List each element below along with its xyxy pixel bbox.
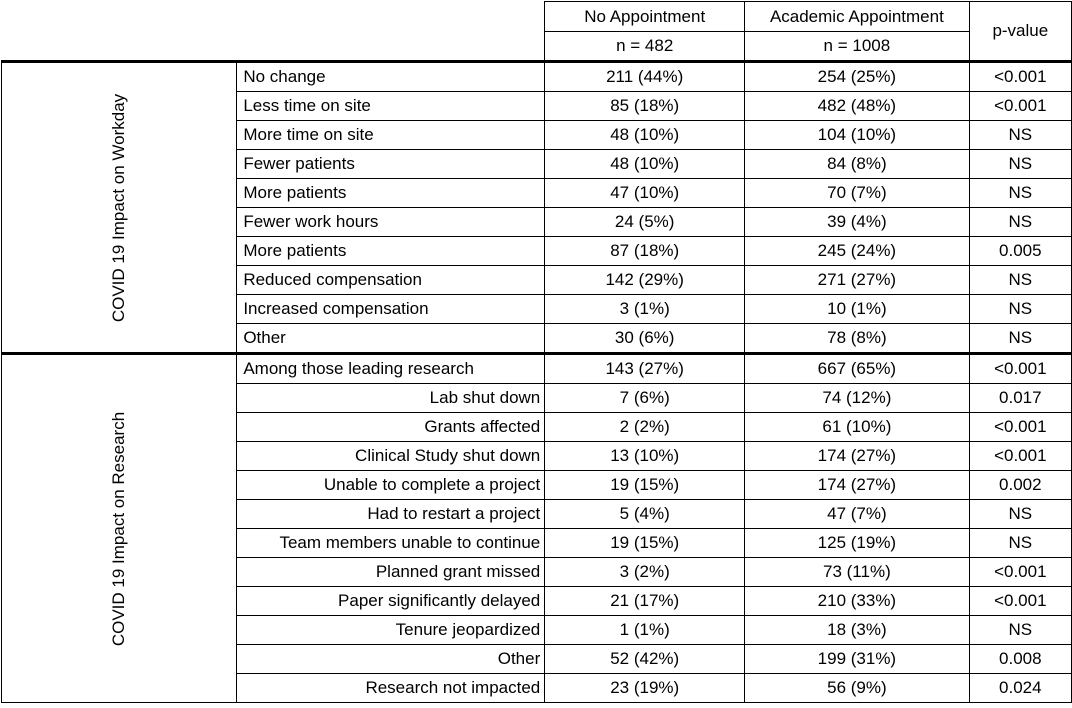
no-appointment-value: 87 (18%) bbox=[545, 237, 745, 266]
n-academic-appointment: n = 1008 bbox=[745, 32, 970, 62]
academic-appointment-value: 61 (10%) bbox=[745, 413, 970, 442]
no-appointment-value: 3 (2%) bbox=[545, 558, 745, 587]
row-label: Paper significantly delayed bbox=[237, 587, 545, 616]
row-label: Tenure jeopardized bbox=[237, 616, 545, 645]
no-appointment-value: 13 (10%) bbox=[545, 442, 745, 471]
row-label: Other bbox=[237, 645, 545, 674]
header-blank-cell bbox=[2, 2, 545, 62]
p-value: NS bbox=[969, 150, 1071, 179]
no-appointment-value: 2 (2%) bbox=[545, 413, 745, 442]
p-value: <0.001 bbox=[969, 587, 1071, 616]
header-no-appointment: No Appointment bbox=[545, 2, 745, 32]
section-label: COVID 19 Impact on Workday bbox=[109, 93, 129, 322]
row-label: Research not impacted bbox=[237, 674, 545, 703]
academic-appointment-value: 174 (27%) bbox=[745, 471, 970, 500]
p-value: NS bbox=[969, 179, 1071, 208]
no-appointment-value: 211 (44%) bbox=[545, 62, 745, 92]
no-appointment-value: 3 (1%) bbox=[545, 295, 745, 324]
p-value: 0.008 bbox=[969, 645, 1071, 674]
row-label: Increased compensation bbox=[237, 295, 545, 324]
row-label: Grants affected bbox=[237, 413, 545, 442]
no-appointment-value: 21 (17%) bbox=[545, 587, 745, 616]
row-label: Reduced compensation bbox=[237, 266, 545, 295]
p-value: <0.001 bbox=[969, 413, 1071, 442]
p-value: 0.002 bbox=[969, 471, 1071, 500]
p-value: NS bbox=[969, 500, 1071, 529]
p-value: 0.024 bbox=[969, 674, 1071, 703]
academic-appointment-value: 74 (12%) bbox=[745, 384, 970, 413]
row-label: No change bbox=[237, 62, 545, 92]
p-value: NS bbox=[969, 121, 1071, 150]
academic-appointment-value: 667 (65%) bbox=[745, 354, 970, 384]
p-value: NS bbox=[969, 324, 1071, 354]
academic-appointment-value: 199 (31%) bbox=[745, 645, 970, 674]
row-label: Less time on site bbox=[237, 92, 545, 121]
no-appointment-value: 30 (6%) bbox=[545, 324, 745, 354]
no-appointment-value: 143 (27%) bbox=[545, 354, 745, 384]
p-value: NS bbox=[969, 208, 1071, 237]
p-value: <0.001 bbox=[969, 62, 1071, 92]
section-label-cell bbox=[2, 354, 237, 703]
no-appointment-value: 19 (15%) bbox=[545, 529, 745, 558]
p-value: <0.001 bbox=[969, 354, 1071, 384]
section-label: COVID 19 Impact on Research bbox=[109, 411, 129, 646]
p-value: NS bbox=[969, 529, 1071, 558]
header-academic-appointment: Academic Appointment bbox=[745, 2, 970, 32]
p-value: NS bbox=[969, 266, 1071, 295]
academic-appointment-value: 39 (4%) bbox=[745, 208, 970, 237]
academic-appointment-value: 84 (8%) bbox=[745, 150, 970, 179]
row-label: Among those leading research bbox=[237, 354, 545, 384]
row-label: More patients bbox=[237, 237, 545, 266]
section-label-cell bbox=[2, 62, 237, 354]
no-appointment-value: 48 (10%) bbox=[545, 121, 745, 150]
no-appointment-value: 52 (42%) bbox=[545, 645, 745, 674]
academic-appointment-value: 78 (8%) bbox=[745, 324, 970, 354]
p-value: <0.001 bbox=[969, 442, 1071, 471]
p-value: NS bbox=[969, 295, 1071, 324]
no-appointment-value: 24 (5%) bbox=[545, 208, 745, 237]
academic-appointment-value: 271 (27%) bbox=[745, 266, 970, 295]
academic-appointment-value: 104 (10%) bbox=[745, 121, 970, 150]
academic-appointment-value: 210 (33%) bbox=[745, 587, 970, 616]
academic-appointment-value: 174 (27%) bbox=[745, 442, 970, 471]
table-row bbox=[2, 354, 1072, 384]
no-appointment-value: 7 (6%) bbox=[545, 384, 745, 413]
academic-appointment-value: 482 (48%) bbox=[745, 92, 970, 121]
row-label: Unable to complete a project bbox=[237, 471, 545, 500]
row-label: Team members unable to continue bbox=[237, 529, 545, 558]
row-label: Had to restart a project bbox=[237, 500, 545, 529]
results-table bbox=[1, 1, 1072, 703]
header-p-value: p-value bbox=[969, 2, 1071, 62]
row-label: Fewer patients bbox=[237, 150, 545, 179]
no-appointment-value: 19 (15%) bbox=[545, 471, 745, 500]
academic-appointment-value: 56 (9%) bbox=[745, 674, 970, 703]
row-label: Planned grant missed bbox=[237, 558, 545, 587]
row-label: Lab shut down bbox=[237, 384, 545, 413]
academic-appointment-value: 73 (11%) bbox=[745, 558, 970, 587]
academic-appointment-value: 125 (19%) bbox=[745, 529, 970, 558]
no-appointment-value: 47 (10%) bbox=[545, 179, 745, 208]
row-label: More time on site bbox=[237, 121, 545, 150]
row-label: More patients bbox=[237, 179, 545, 208]
academic-appointment-value: 245 (24%) bbox=[745, 237, 970, 266]
academic-appointment-value: 18 (3%) bbox=[745, 616, 970, 645]
no-appointment-value: 23 (19%) bbox=[545, 674, 745, 703]
row-label: Clinical Study shut down bbox=[237, 442, 545, 471]
table-row bbox=[2, 62, 1072, 92]
header-row bbox=[2, 2, 1072, 32]
no-appointment-value: 1 (1%) bbox=[545, 616, 745, 645]
academic-appointment-value: 47 (7%) bbox=[745, 500, 970, 529]
academic-appointment-value: 70 (7%) bbox=[745, 179, 970, 208]
p-value: <0.001 bbox=[969, 558, 1071, 587]
p-value: 0.005 bbox=[969, 237, 1071, 266]
n-no-appointment: n = 482 bbox=[545, 32, 745, 62]
no-appointment-value: 48 (10%) bbox=[545, 150, 745, 179]
no-appointment-value: 5 (4%) bbox=[545, 500, 745, 529]
academic-appointment-value: 10 (1%) bbox=[745, 295, 970, 324]
no-appointment-value: 85 (18%) bbox=[545, 92, 745, 121]
row-label: Fewer work hours bbox=[237, 208, 545, 237]
p-value: 0.017 bbox=[969, 384, 1071, 413]
p-value: <0.001 bbox=[969, 92, 1071, 121]
academic-appointment-value: 254 (25%) bbox=[745, 62, 970, 92]
row-label: Other bbox=[237, 324, 545, 354]
p-value: NS bbox=[969, 616, 1071, 645]
no-appointment-value: 142 (29%) bbox=[545, 266, 745, 295]
